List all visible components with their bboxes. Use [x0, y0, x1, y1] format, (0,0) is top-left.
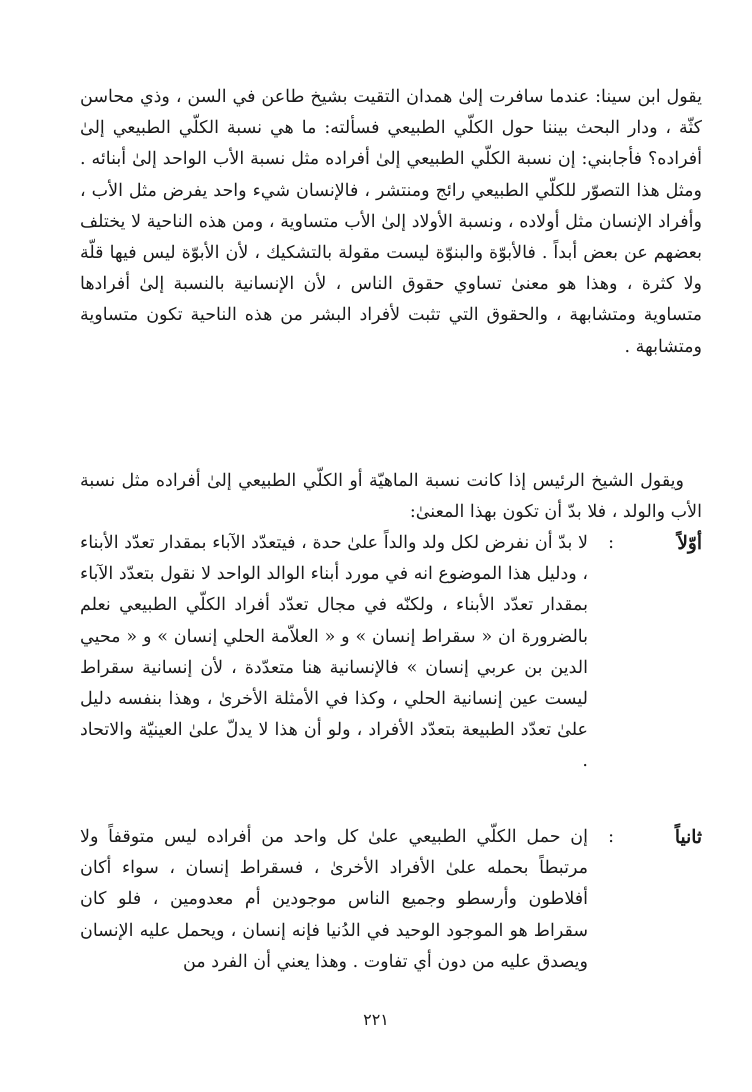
point-colon: :: [608, 827, 614, 847]
paragraph-sheikh-raees: ويقول الشيخ الرئيس إذا كانت نسبة الماهيّة أو الكلّي الطبيعي إلىٰ أفراده مثل نسبة الأب والولد ، فلا بدّ أن تكون بهذا المعنىٰ:: [80, 471, 702, 523]
point-colon: :: [608, 533, 614, 553]
paragraph-ibn-sina: يقول ابن سينا: عندما سافرت إلىٰ همدان التقيت بشيخ طاعن في السن ، وذي محاسن كثّة ، ودار البحث بيننا حول الكلّي الطبيعي فسألته: ما هي نسبة الكلّي الطبيعي إلىٰ أفراده؟ فأجابني: إن نسبة الكلّي الطبيعي إلىٰ أفراده مثل نسبة الأب الواحد إلىٰ أبنائه . ومثل هذا التصوّر للكلّي الطبيعي رائج ومنتشر ، فالإنسان شيء واحد يفرض مثل الأب ، وأفراد الإنسان مثل أولاده ، ونسبة الأولاد إلىٰ الأب متساوية ، ومن هذه الناحية لا يختلف بعضهم عن بعض أبداً . فالأبوّة والبنوّة ليست مقولة بالتشكيك ، لأن الأبوّة ليس فيها قلّة ولا كثرة ، وهذا هو معنىٰ تساوي حقوق الناس ، لأن الإنسانية بالنسبة إلىٰ أفرادها متساوية ومتشابهة ، والحقوق التي تثبت لأفراد البشر من هذه الناحية تكون متساوية ومتشابهة .: [80, 87, 702, 357]
point-label: ثانياً: [674, 827, 702, 848]
page-number: ٢٢١: [363, 1010, 389, 1029]
book-page: [80, 70, 702, 1030]
point-label: أوّلاً: [677, 533, 702, 554]
point-text: لا بدّ أن نفرض لكل ولد والداً علىٰ حدة ، فيتعدّد الآباء بمقدار تعدّد الأبناء ، ودليل هذا الموضوع انه في مورد أبناء الوالد الواحد لا نقول بتعدّد الآباء بمقدار تعدّد الأبناء ، ولكنّه في مجال تعدّد أفراد الكلّي الطبيعي نعلم بالضرورة ان « سقراط إنسان » و « العلاّمة الحلي إنسان » و « محيي الدين بن عربي إنسان » فالإنسانية هنا متعدّدة ، لأن إنسانية سقراط ليست عين إنسانية الحلي ، وكذا في الأمثلة الأخرىٰ ، وهذا بنفسه دليل علىٰ تعدّد الطبيعة بتعدّد الأفراد ، ولو أن هذا لا يدلّ علىٰ العينيّة والاتحاد .: [80, 533, 589, 772]
point-text: إن حمل الكلّي الطبيعي علىٰ كل واحد من أفراده ليس متوقفاً ولا مرتبطاً بحمله علىٰ الأفراد الأخرىٰ ، فسقراط إنسان ، سواء أكان أفلاطون وأرسطو وجميع الناس موجودين أم معدومين ، فلو كان سقراط هو الموجود الوحيد في الدُنيا فإنه إنسان ، ويحمل عليه الإنسان ويصدق عليه من دون أي تفاوت . وهذا يعني أن الفرد من: [80, 827, 588, 972]
